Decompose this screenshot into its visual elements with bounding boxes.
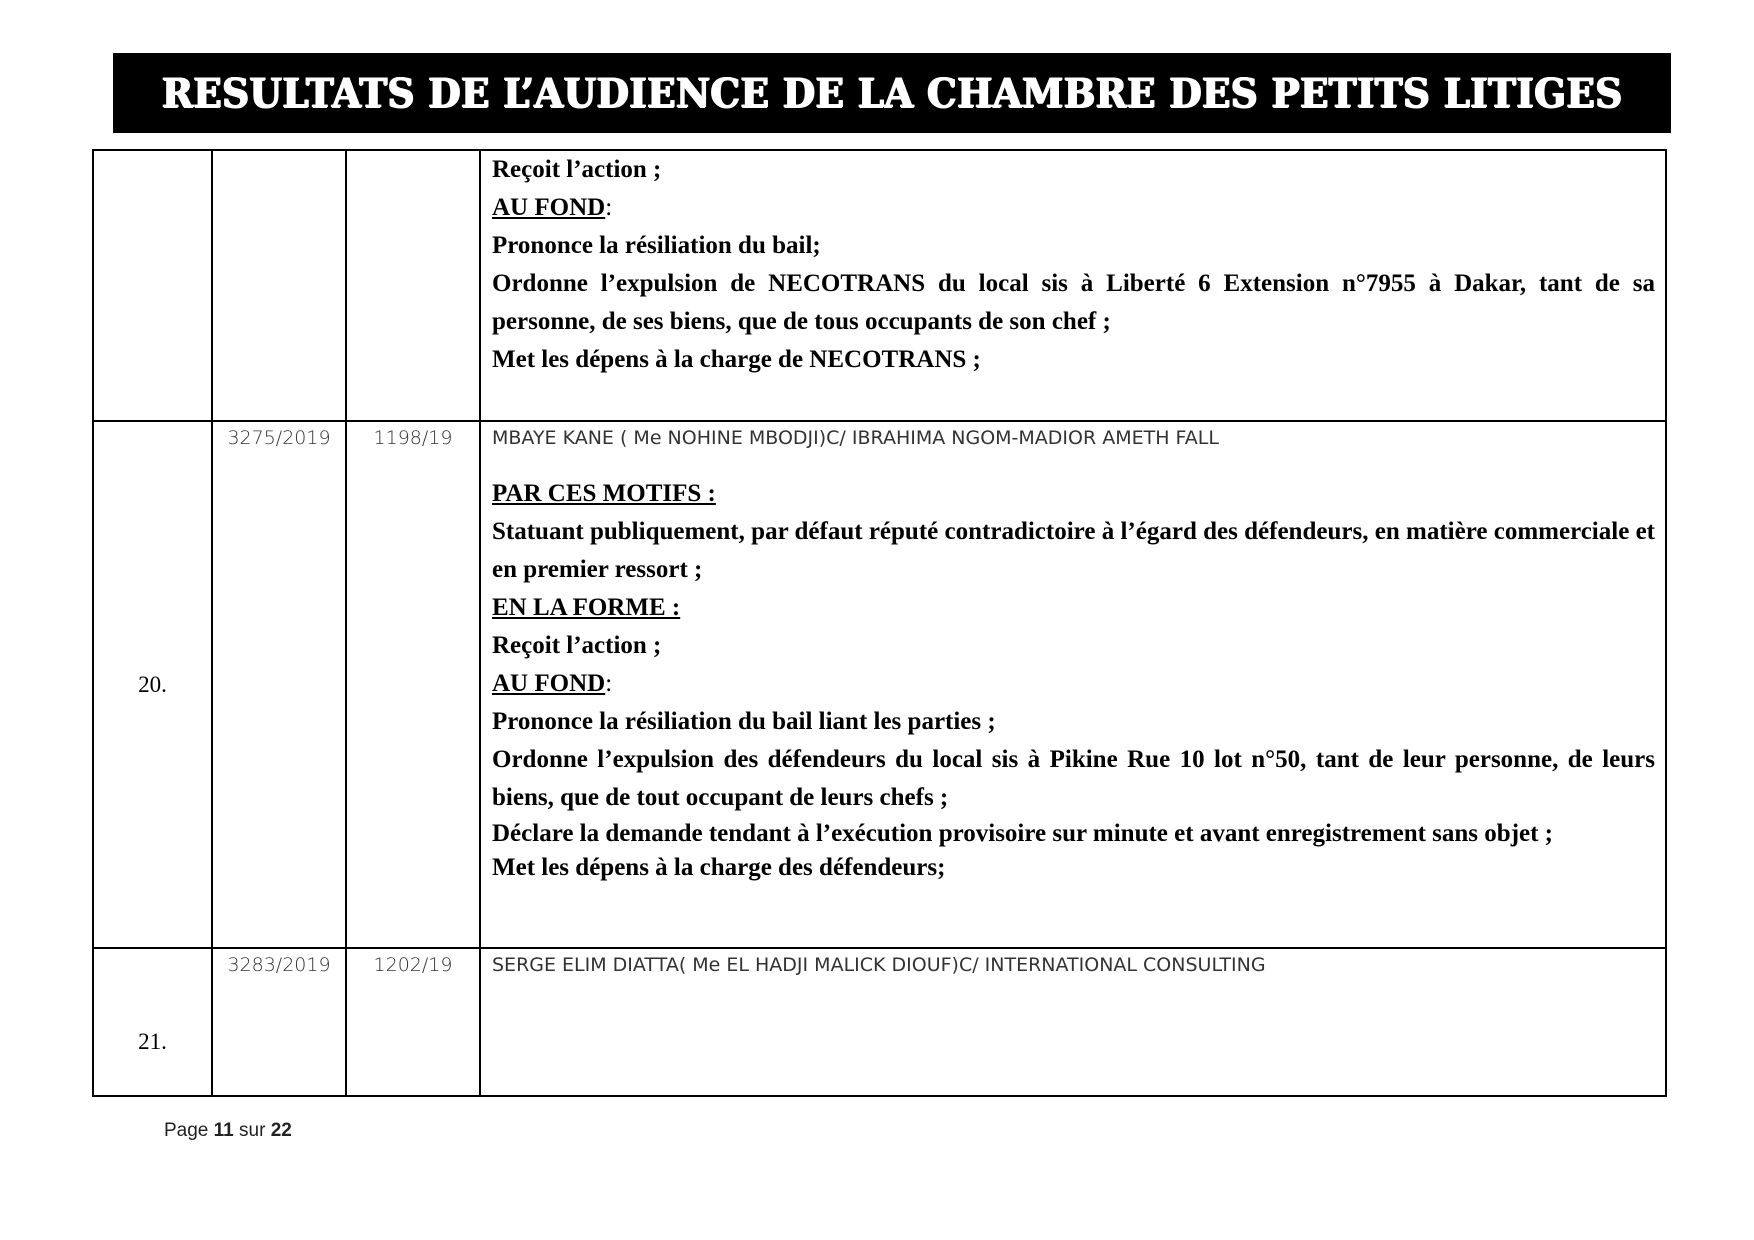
decision-line: Statuant publiquement, par défaut réputé contradictoire à l’égard des défendeurs, en matière commerciale et en premier ressort ;	[492, 518, 1655, 583]
motifs-heading: PAR CES MOTIFS :	[492, 480, 716, 507]
decision-cell	[480, 948, 1666, 1096]
page-label: Page	[164, 1120, 209, 1141]
decision-text	[492, 151, 1655, 379]
page-total: 22	[270, 1120, 292, 1141]
rg-number	[212, 150, 346, 421]
decision-line: Met les dépens à la charge de NECOTRANS ;	[492, 346, 981, 373]
page-footer	[164, 1120, 292, 1142]
decision-text	[492, 475, 1655, 885]
table-row	[93, 421, 1666, 948]
case-parties: SERGE ELIM DIATTA( Me EL HADJI MALICK DIOUF)C/ INTERNATIONAL CONSULTING	[492, 954, 1266, 976]
judgment-number: 1198/19	[346, 421, 480, 948]
decision-line: Reçoit l’action ;	[492, 632, 662, 659]
results-table	[92, 149, 1667, 1097]
decision-line: Déclare la demande tendant à l’exécution provisoire sur minute et avant enregistrement sans objet ;	[492, 820, 1554, 847]
table-row	[93, 948, 1666, 1096]
decision-heading	[492, 665, 1655, 703]
table-row	[93, 150, 1666, 421]
page-title: RESULTATS DE L’AUDIENCE DE LA CHAMBRE DES PETITS LITIGES	[161, 69, 1623, 117]
au-fond-heading: AU FOND	[492, 194, 606, 221]
row-number	[93, 150, 212, 421]
decision-line: Prononce la résiliation du bail;	[492, 232, 821, 259]
decision-line: Ordonne l’expulsion des défendeurs du local sis à Pikine Rue 10 lot n°50, tant de leur personne, de leurs biens, que de tout occupant de leurs chefs ;	[492, 746, 1655, 811]
row-number: 21.	[93, 948, 212, 1096]
decision-cell	[480, 421, 1666, 948]
decision-line: Met les dépens à la charge des défendeurs;	[492, 854, 946, 881]
row-number: 20.	[93, 421, 212, 948]
case-parties: MBAYE KANE ( Me NOHINE MBODJI)C/ IBRAHIMA NGOM-MADIOR AMETH FALL	[492, 427, 1219, 449]
judgment-number: 1202/19	[346, 948, 480, 1096]
decision-line: Prononce la résiliation du bail liant les parties ;	[492, 708, 996, 735]
rg-number: 3283/2019	[212, 948, 346, 1096]
en-la-forme-heading: EN LA FORME :	[492, 594, 681, 621]
au-fond-heading: AU FOND	[492, 670, 606, 697]
judgment-number	[346, 150, 480, 421]
page-separator: sur	[239, 1120, 266, 1141]
decision-cell	[480, 150, 1666, 421]
rg-number: 3275/2019	[212, 421, 346, 948]
decision-line: Reçoit l’action ;	[492, 156, 662, 183]
page-current: 11	[213, 1120, 234, 1141]
decision-line: Ordonne l’expulsion de NECOTRANS du local sis à Liberté 6 Extension n°7955 à Dakar, tant de sa personne, de ses biens, que de tous occupants de son chef ;	[492, 270, 1655, 335]
decision-heading	[492, 189, 1655, 227]
heading-colon: :	[605, 194, 613, 221]
heading-colon: :	[605, 670, 613, 697]
page-title-banner	[113, 53, 1671, 133]
